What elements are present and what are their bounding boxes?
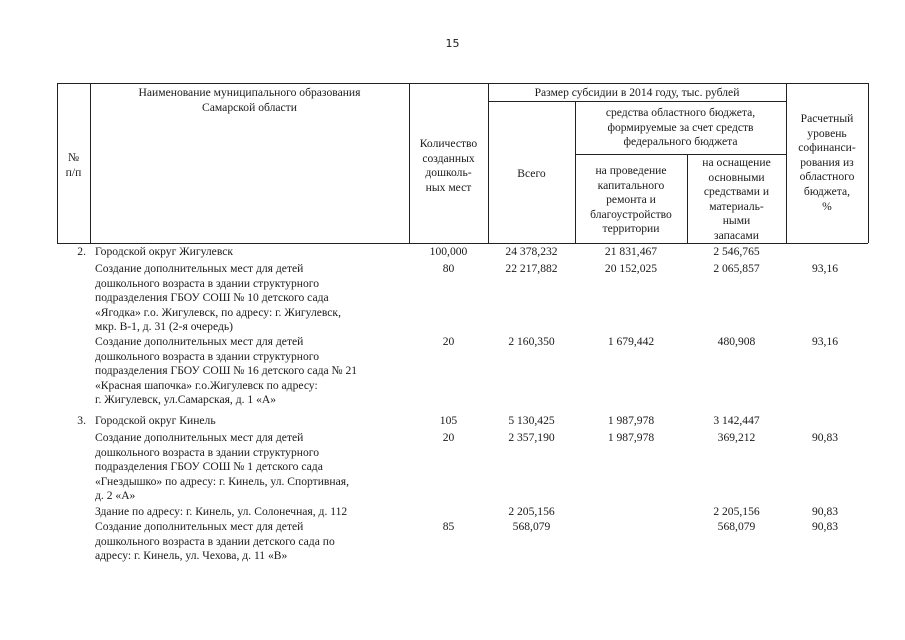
row-total: 2 160,350: [508, 335, 555, 348]
header-num: №: [67, 151, 80, 164]
regional-rule: [575, 154, 786, 155]
row-num: 3.: [77, 414, 86, 427]
header-equip: запасами: [714, 229, 759, 242]
row-total: 22 217,882: [505, 262, 558, 275]
header-total: Всего: [517, 167, 546, 180]
row-name: Здание по адресу: г. Кинель, ул. Солонечная, д. 112: [95, 505, 348, 518]
row-name: «Гнездышко» по адресу: г. Кинель, ул. Спортивная,: [95, 474, 349, 488]
row-level: 90,83: [811, 520, 839, 533]
row-places: 20: [442, 431, 455, 444]
header-equip: на оснащение: [702, 156, 771, 169]
row-name: «Красная шапочка» г.о.Жигулевск по адресу:: [95, 378, 318, 392]
header-level: рования из: [800, 155, 854, 169]
subsidy-rule: [488, 101, 786, 102]
row-total: 568,079: [512, 520, 551, 533]
col-border: [90, 83, 91, 243]
row-equip: 2 065,857: [713, 262, 760, 275]
row-name: мкр. В-1, д. 31 (2-я очередь): [95, 320, 233, 334]
header-top-rule: [57, 83, 868, 84]
row-total: 24 378,232: [505, 245, 558, 258]
header-regional: формируемые за счет средств: [607, 120, 754, 134]
row-level: 90,83: [811, 431, 839, 444]
header-name: Наименование муниципального образования: [138, 86, 361, 99]
row-name: «Ягодка» г.о. Жигулевск, по адресу: г. Жигулевск,: [95, 305, 341, 319]
row-equip: 3 142,447: [713, 414, 760, 427]
row-equip: 2 546,765: [713, 245, 760, 258]
row-name: адресу: г. Кинель, ул. Чехова, д. 11 «В»: [95, 549, 288, 563]
row-total: 5 130,425: [508, 414, 555, 427]
row-name: дошкольного возраста в здании детского сада по: [95, 534, 335, 548]
header-repair: на проведение: [595, 164, 667, 177]
row-name: д. 2 «А»: [95, 489, 136, 503]
row-name: подразделения ГБОУ СОШ № 10 детского сада: [95, 291, 329, 305]
row-name: Создание дополнительных мест для детей: [95, 431, 304, 444]
header-level: областного: [799, 170, 855, 184]
row-name: дошкольного возраста в здании структурного: [95, 349, 320, 363]
row-equip: 2 205,156: [713, 505, 760, 518]
header-level: софинанси-: [798, 141, 856, 155]
header-places: дошколь-: [425, 166, 472, 180]
header-level: %: [822, 199, 832, 213]
page-number: 15: [445, 37, 460, 50]
header-equip: ными: [722, 214, 751, 228]
row-name: Создание дополнительных мест для детей: [95, 262, 304, 275]
header-places: ных мест: [425, 180, 472, 194]
col-border: [868, 83, 869, 243]
row-total: 2 205,156: [508, 505, 555, 518]
row-equip: 480,908: [717, 335, 756, 348]
row-total: 2 357,190: [508, 431, 555, 444]
row-level: 90,83: [811, 505, 839, 518]
row-name: Создание дополнительных мест для детей: [95, 520, 304, 533]
row-name: Создание дополнительных мест для детей: [95, 335, 304, 348]
row-places: 85: [442, 520, 455, 533]
row-repair: 1 987,978: [607, 414, 655, 427]
row-name: подразделения ГБОУ СОШ № 16 детского сада № 21: [95, 364, 358, 378]
row-repair: 21 831,467: [604, 245, 658, 258]
row-places: 20: [442, 335, 455, 348]
row-name: дошкольного возраста в здании структурного: [95, 445, 320, 459]
header-name: Самарской области: [202, 100, 297, 114]
header-repair: территории: [602, 222, 660, 236]
header-equip: основными: [708, 170, 765, 184]
row-equip: 568,079: [717, 520, 756, 533]
row-level: 93,16: [811, 262, 839, 275]
row-places: 100,000: [429, 245, 468, 258]
header-repair: ремонта и: [606, 193, 656, 207]
header-repair: благоустройство: [590, 207, 672, 221]
col-border: [488, 83, 489, 243]
row-repair: 20 152,025: [604, 262, 658, 275]
header-level: бюджета,: [803, 185, 851, 198]
header-places: Количество: [419, 137, 478, 150]
header-equip: средствами и: [703, 185, 770, 199]
header-subsidy: Размер субсидии в 2014 году, тыс. рублей: [534, 86, 740, 99]
row-name: Городской округ Кинель: [95, 414, 216, 427]
header-level: уровень: [807, 126, 847, 140]
header-repair: капитального: [597, 178, 665, 192]
row-num: 2.: [77, 245, 86, 258]
row-name: г. Жигулевск, ул.Самарская, д. 1 «А»: [95, 393, 277, 407]
row-level: 93,16: [811, 335, 839, 348]
row-equip: 369,212: [717, 431, 756, 444]
row-name: Городской округ Жигулевск: [95, 245, 234, 258]
row-places: 80: [442, 262, 455, 275]
header-num: п/п: [65, 165, 82, 179]
header-places: созданных: [422, 151, 475, 165]
header-level: Расчетный: [800, 112, 854, 125]
header-regional: федерального бюджета: [623, 135, 738, 149]
row-repair: 1 679,442: [607, 335, 655, 348]
header-regional: средства областного бюджета,: [605, 106, 756, 119]
row-name: подразделения ГБОУ СОШ № 1 детского сада: [95, 460, 323, 474]
row-repair: 1 987,978: [607, 431, 655, 444]
row-name: дошкольного возраста в здании структурного: [95, 276, 320, 290]
header-equip: материаль-: [709, 199, 764, 213]
row-places: 105: [439, 414, 458, 427]
